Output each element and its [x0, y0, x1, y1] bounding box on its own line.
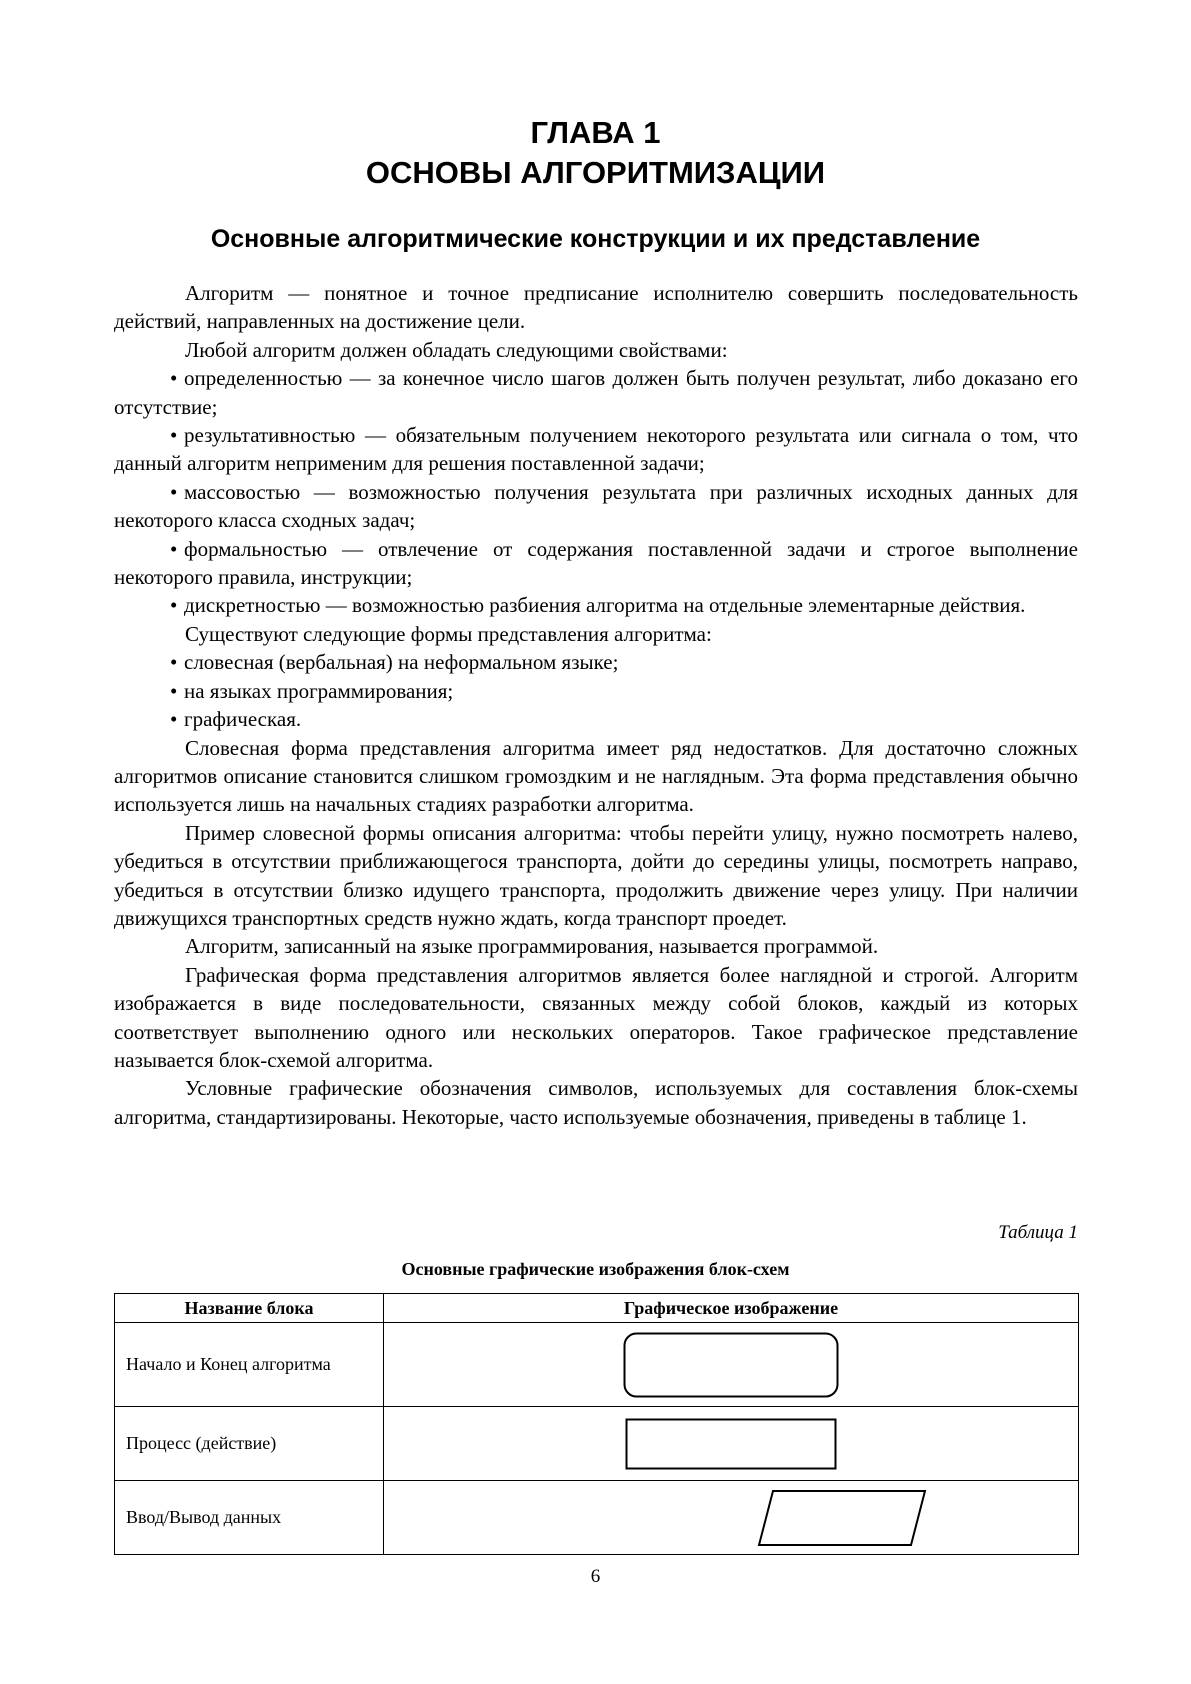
list-item-form: [114, 648, 1078, 676]
body-text: [114, 279, 1078, 1131]
table-caption: Основные графические изображения блок-схем: [401, 1259, 790, 1279]
bullet-icon: •: [170, 593, 178, 618]
page-number: 6: [590, 1566, 601, 1587]
paragraph-definition: Алгоритм — понятное и точное предписание исполнителю совершить последовательность действий, направленных на достижение цели.: [114, 281, 1078, 334]
table-cell-block-shape: [384, 1323, 1079, 1407]
bullet-icon: •: [170, 536, 178, 561]
list-item-text: на языках программирования;: [184, 678, 454, 703]
table-row: [115, 1323, 1079, 1407]
list-item-property: [114, 591, 1078, 619]
paragraph-program: Алгоритм, записанный на языке программирования, называется программой.: [185, 934, 879, 959]
table-cell-block-shape: [384, 1407, 1079, 1481]
list-item-property: [114, 478, 1078, 535]
list-item-form: [114, 705, 1078, 733]
paragraph-graphic-form: Графическая форма представления алгоритмов является более наглядной и строгой. Алгоритм изображается в виде последовательности, связанных между собой блоков, каждый из которых соответствует выполнению одного или нескольких операторов. Такое графическое представление называется блок-схемой алгоритма.: [114, 962, 1078, 1072]
table-row: [115, 1481, 1079, 1555]
paragraph-properties-intro: Любой алгоритм должен обладать следующими свойствами:: [185, 337, 728, 362]
paragraph-verbal-example: Пример словесной формы описания алгоритма: чтобы перейти улицу, нужно посмотреть налево, убедиться в отсутствии приближающегося транспорта, дойти до середины улицы, посмотреть направо, убедиться в отсутствии близко идущего транспорта, продолжить движение через улицу. При наличии движущихся транспортных средств нужно ждать, когда транспорт проедет.: [114, 820, 1078, 930]
section-title: Основные алгоритмические конструкции и их представление: [210, 225, 981, 253]
table-row: [115, 1407, 1079, 1481]
list-item-text: формальностью — отвлечение от содержания поставленной задачи и строгое выполнение некоторого правила, инструкции;: [114, 536, 1078, 590]
bullet-icon: •: [170, 423, 178, 448]
table-cell-block-name: Ввод/Вывод данных: [115, 1481, 384, 1555]
bullet-icon: •: [170, 366, 178, 391]
process-shape-icon: [625, 1418, 837, 1470]
table-header-cell: Название блока: [115, 1294, 384, 1323]
bullet-icon: •: [170, 479, 178, 504]
list-item-text: словесная (вербальная) на неформальном языке;: [184, 650, 619, 675]
paragraph-verbal-drawbacks: Словесная форма представления алгоритма имеет ряд недостатков. Для достаточно сложных алгоритмов описание становится слишком громоздким и не наглядным. Эта форма представления обычно используется лишь на начальных стадиях разработки алгоритма.: [114, 735, 1078, 817]
list-item-property: [114, 535, 1078, 592]
list-item-property: [114, 364, 1078, 421]
bullet-icon: •: [170, 707, 178, 732]
table-header-row: [115, 1294, 1079, 1323]
list-item-text: дискретностью — возможностью разбиения алгоритма на отдельные элементарные действия.: [184, 593, 1026, 618]
table-cell-block-name: Начало и Конец алгоритма: [115, 1323, 384, 1407]
terminator-shape-icon: [623, 1332, 839, 1398]
bullet-icon: •: [170, 650, 178, 675]
list-item-text: определенностью — за конечное число шагов должен быть получен результат, либо доказано его отсутствие;: [114, 366, 1078, 419]
chapter-number: ГЛАВА 1: [530, 115, 661, 150]
list-item-property: [114, 421, 1078, 478]
bullet-icon: •: [170, 678, 178, 703]
list-item-text: результативностью — обязательным получением некоторого результата или сигнала о том, что данный алгоритм неприменим для решения поставленной задачи;: [114, 423, 1078, 476]
table-cell-block-name: Процесс (действие): [115, 1407, 384, 1481]
table-number-label: Таблица 1: [998, 1222, 1078, 1243]
list-item-text: графическая.: [184, 707, 302, 732]
paragraph-forms-intro: Существуют следующие формы представления алгоритма:: [185, 621, 712, 646]
list-item-form: [114, 677, 1078, 705]
chapter-title: ОСНОВЫ АЛГОРИТМИЗАЦИИ: [365, 155, 826, 190]
list-item-text: массовостью — возможностью получения результата при различных исходных данных для некоторого класса сходных задач;: [114, 479, 1078, 533]
flowchart-blocks-table: [114, 1293, 1079, 1555]
input-output-shape-icon: [757, 1489, 927, 1547]
paragraph-symbols: Условные графические обозначения символов, используемых для составления блок-схемы алгоритма, стандартизированы. Некоторые, часто используемые обозначения, приведены в таблице 1.: [114, 1076, 1078, 1129]
table-cell-block-shape: [384, 1481, 1079, 1555]
table-header-cell: Графическое изображение: [384, 1294, 1079, 1323]
